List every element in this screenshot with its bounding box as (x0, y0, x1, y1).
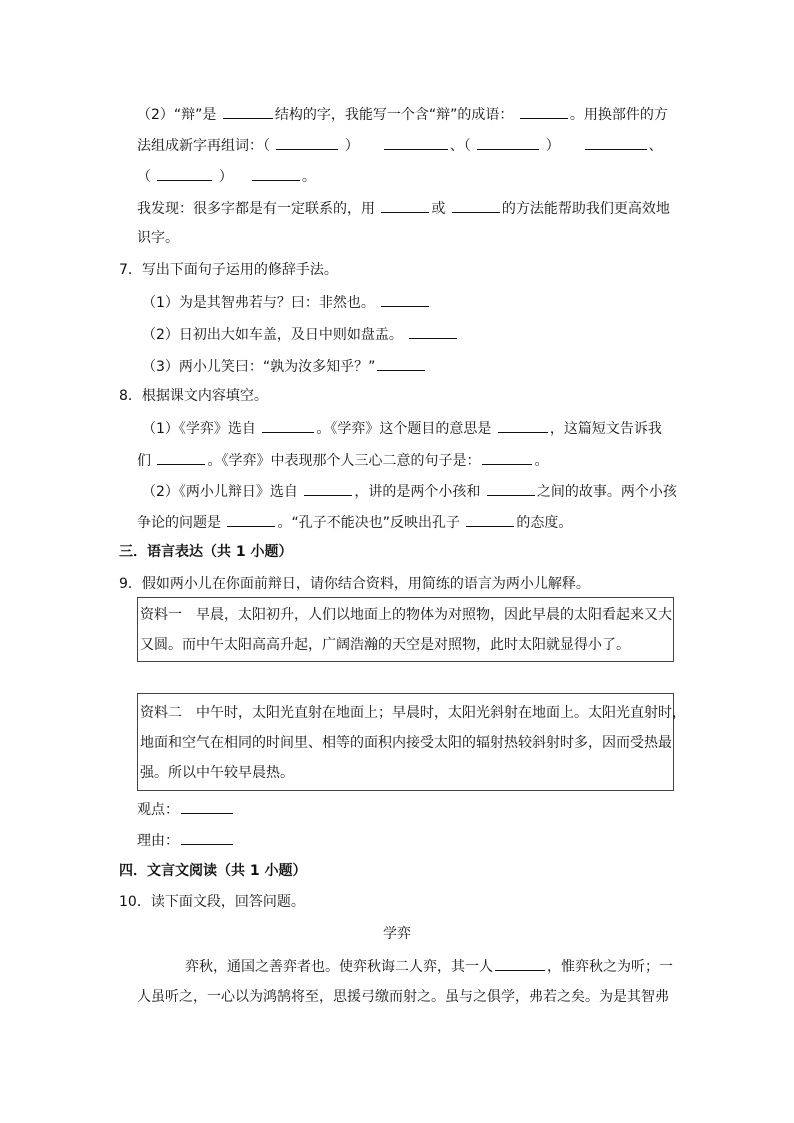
answer-blank[interactable] (495, 956, 545, 971)
q6-text: 。用换部件的方 (569, 107, 668, 123)
q6-text: 结构的字，我能写一个含“辩”的成语： (274, 107, 514, 123)
answer-blank[interactable] (498, 418, 548, 433)
q6-text: 法组成新字再组词：（ (137, 138, 270, 154)
q8-text: 之间的故事。两个小孩 (536, 484, 677, 500)
q6-text: 的方法能帮助我们更高效地 (501, 201, 670, 217)
q9-reason (137, 830, 235, 848)
q8-text: （1）《学弈》选自 (142, 421, 256, 437)
section-heading: 三．语言表达（共 1 小题） (119, 544, 293, 560)
q10-title: 10．读下面文段，回答问题。 (119, 894, 305, 910)
q6-line-1 (137, 104, 668, 122)
reason-label: 理由： (137, 833, 179, 849)
answer-blank[interactable] (227, 512, 275, 527)
q9-title: 9．假如两小儿在你面前辩日，请你结合资料，用简练的语言为两小儿解释。 (119, 576, 590, 592)
q8-line-4 (137, 512, 572, 530)
q7-item-3 (142, 356, 427, 374)
q6-text: 我发现：很多字都是有一定联系的，用 (137, 201, 375, 217)
q6-text: 或 (431, 201, 446, 217)
answer-blank[interactable] (384, 135, 448, 150)
answer-blank[interactable] (452, 198, 500, 213)
answer-blank[interactable] (482, 450, 532, 465)
passage-line-1 (185, 956, 673, 974)
q6-text: ） (344, 138, 359, 154)
q8-text: 。《学弈》中表现那个人三心二意的句子是： (207, 453, 481, 469)
answer-blank[interactable] (181, 799, 233, 814)
answer-blank[interactable] (304, 481, 352, 496)
answer-blank[interactable] (262, 418, 314, 433)
material-2-line: 强。所以中午较早晨热。 (140, 765, 294, 781)
material-box-2 (137, 693, 686, 791)
q9-viewpoint (137, 799, 235, 817)
q8-text: 。 (534, 453, 549, 469)
q6-line-4 (137, 198, 670, 216)
answer-blank[interactable] (487, 481, 535, 496)
q6-text: 、（ (449, 138, 471, 154)
q6-text: （ (137, 169, 151, 185)
q7-sentence: （1）为是其智弗若与？曰：非然也。 (142, 295, 375, 311)
material-2-line: 地面和空气在相同的时间里、相等的面积内接受太阳的辐射热较斜射时多，因而受热最 (140, 735, 672, 751)
q7-item-2 (142, 324, 459, 342)
q8-title: 8．根据课文内容填空。 (119, 388, 268, 404)
q6-text: （2）“辩”是 (137, 107, 217, 123)
answer-blank[interactable] (252, 166, 300, 181)
q6-text: 。 (301, 169, 316, 185)
answer-blank[interactable] (466, 512, 514, 527)
q8-line-2 (137, 450, 548, 468)
answer-blank[interactable] (381, 292, 429, 307)
passage-text: ，惟弈秋之为听；一 (547, 959, 673, 975)
passage-line-2: 人虽听之，一心以为鸿鹄将至，思援弓缴而射之。虽与之俱学，弗若之矣。为是其智弗 (137, 989, 669, 1005)
q8-line-3 (142, 481, 677, 499)
q6-text: 、 (648, 138, 663, 154)
material-1-line: 又圆。而中午太阳高高升起，广阔浩瀚的天空是对照物，此时太阳就显得小了。 (140, 637, 630, 653)
q8-text: 的态度。 (516, 515, 573, 531)
answer-blank[interactable] (477, 135, 539, 150)
answer-blank[interactable] (223, 104, 273, 119)
answer-blank[interactable] (377, 356, 425, 371)
q8-text: （2）《两小儿辩日》选自 (142, 484, 298, 500)
answer-blank[interactable] (181, 830, 233, 845)
q6-line-2 (137, 135, 663, 153)
q7-sentence: （2）日初出大如车盖，及日中则如盘盂。 (142, 327, 403, 343)
answer-blank[interactable] (520, 104, 568, 119)
q6-line-3 (137, 166, 316, 184)
material-1-line: 资料一 早晨，太阳初升，人们以地面上的物体为对照物，因此早晨的太阳看起来又大 (140, 607, 672, 623)
q7-title: 7．写出下面句子运用的修辞手法。 (119, 262, 338, 278)
q8-text: 。《学弈》这个题目的意思是 (316, 421, 492, 437)
section-heading: 四．文言文阅读（共 1 小题） (119, 863, 307, 879)
material-box-1 (137, 597, 674, 662)
answer-blank[interactable] (381, 198, 429, 213)
q8-text: ，这篇短文告诉我 (549, 421, 662, 437)
q7-sentence: （3）两小儿笑曰：“孰为汝多知乎？” (142, 359, 376, 375)
passage-title: 学弈 (383, 926, 411, 942)
q8-text: ，讲的是两个小孩和 (354, 484, 481, 500)
q8-line-1 (142, 418, 662, 436)
q6-text: ） (545, 138, 560, 154)
material-2-line: 资料二 中午时，太阳光直射在地面上；早晨时，太阳光斜射在地面上。太阳光直射时， (140, 705, 686, 721)
q8-text: 。“孔子不能决也”反映出孔子 (277, 515, 460, 531)
answer-blank[interactable] (157, 166, 212, 181)
passage-text: 弈秋，通国之善弈者也。使弈秋诲二人弈，其一人 (185, 959, 493, 975)
answer-blank[interactable] (585, 135, 647, 150)
q7-item-1 (142, 292, 431, 310)
answer-blank[interactable] (276, 135, 338, 150)
q8-text: 们 (137, 453, 151, 469)
answer-blank[interactable] (157, 450, 205, 465)
q6-text: ） (218, 169, 233, 185)
answer-blank[interactable] (409, 324, 457, 339)
q8-text: 争论的问题是 (137, 515, 221, 531)
viewpoint-label: 观点： (137, 802, 179, 818)
q6-line-5: 识字。 (137, 230, 179, 246)
